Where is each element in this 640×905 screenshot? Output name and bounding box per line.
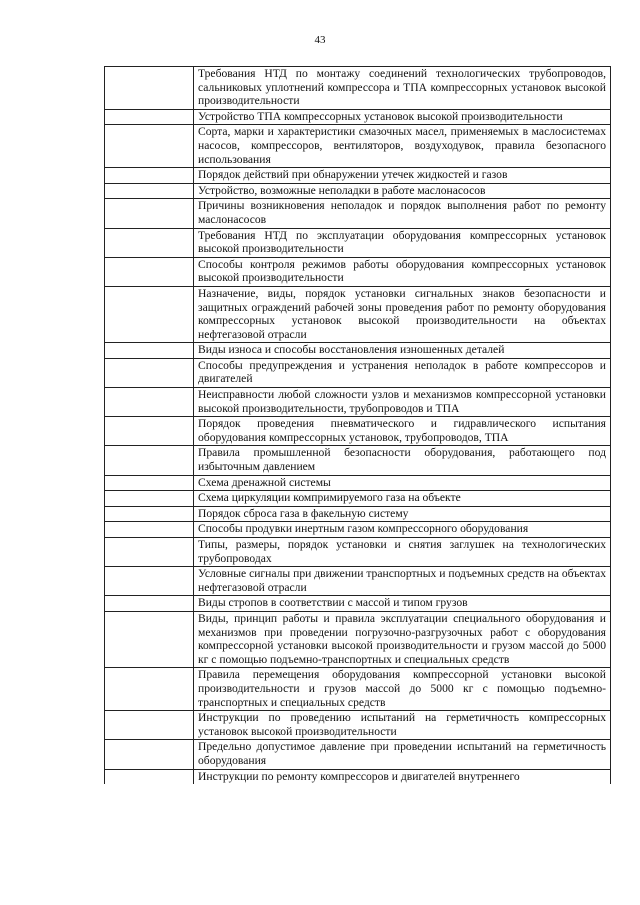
table-row xyxy=(105,109,611,125)
table-cell-text: Устройство ТПА компрессорных установок высокой производительности xyxy=(194,109,611,125)
empty-left-cell xyxy=(105,388,194,417)
table-cell-text: Порядок проведения пневматического и гидравлического испытания оборудования компрессорных установок, трубопроводов, ТПА xyxy=(194,417,611,446)
table-cell-text: Виды, принцип работы и правила эксплуатации специального оборудования и механизмов при проведении погрузочно-разгрузочных работ с оборудования компрессорной установки высокой производительности и грузом массой до 5000 кг с помощью подъемно-транспортных и специальных средств xyxy=(194,611,611,667)
empty-left-cell xyxy=(105,67,194,110)
table-cell-text: Сорта, марки и характеристики смазочных масел, применяемых в маслосистемах насосов, компрессоров, вентиляторов, воздуходувок, правила безопасного использования xyxy=(194,125,611,168)
empty-left-cell xyxy=(105,417,194,446)
table-cell-text: Требования НТД по монтажу соединений технологических трубопроводов, сальниковых уплотнений компрессора и ТПА компрессорных установок высокой производительности xyxy=(194,67,611,110)
table-row xyxy=(105,538,611,567)
table-row xyxy=(105,228,611,257)
table-row xyxy=(105,358,611,387)
table-row xyxy=(105,446,611,475)
table-row xyxy=(105,257,611,286)
table-row xyxy=(105,183,611,199)
table-cell-text: Правила перемещения оборудования компрессорной установки высокой производительности и грузов массой до 5000 кг с помощью подъемно-транспортных и специальных средств xyxy=(194,668,611,711)
table-row xyxy=(105,711,611,740)
empty-left-cell xyxy=(105,740,194,769)
table-cell-text: Виды стропов в соответствии с массой и типом грузов xyxy=(194,596,611,612)
table-row xyxy=(105,475,611,491)
empty-left-cell xyxy=(105,125,194,168)
table-row xyxy=(105,388,611,417)
empty-left-cell xyxy=(105,358,194,387)
empty-left-cell xyxy=(105,538,194,567)
table-row xyxy=(105,67,611,110)
empty-left-cell xyxy=(105,611,194,667)
empty-left-cell xyxy=(105,183,194,199)
table-cell-text: Инструкции по проведению испытаний на герметичность компрессорных установок высокой производительности xyxy=(194,711,611,740)
table-cell-text: Порядок сброса газа в факельную систему xyxy=(194,506,611,522)
table-cell-text: Устройство, возможные неполадки в работе маслонасосов xyxy=(194,183,611,199)
table-row xyxy=(105,611,611,667)
empty-left-cell xyxy=(105,286,194,342)
empty-left-cell xyxy=(105,168,194,184)
empty-left-cell xyxy=(105,711,194,740)
table-cell-text: Назначение, виды, порядок установки сигнальных знаков безопасности и защитных ограждений рабочей зоны проведения работ по ремонту оборудования компрессорных установок высокой производительности на объектах нефтегазовой отрасли xyxy=(194,286,611,342)
table-row xyxy=(105,567,611,596)
empty-left-cell xyxy=(105,343,194,359)
table-row xyxy=(105,740,611,769)
table-row xyxy=(105,125,611,168)
table-cell-text: Схема дренажной системы xyxy=(194,475,611,491)
table-cell-text: Порядок действий при обнаружении утечек жидкостей и газов xyxy=(194,168,611,184)
empty-left-cell xyxy=(105,769,194,784)
empty-left-cell xyxy=(105,109,194,125)
table-cell-text: Требования НТД по эксплуатации оборудования компрессорных установок высокой производительности xyxy=(194,228,611,257)
table-cell-text: Виды износа и способы восстановления изношенных деталей xyxy=(194,343,611,359)
table-cell-text: Схема циркуляции компримируемого газа на объекте xyxy=(194,491,611,507)
table-row xyxy=(105,769,611,784)
table-row xyxy=(105,668,611,711)
empty-left-cell xyxy=(105,567,194,596)
table-row xyxy=(105,491,611,507)
table-cell-text: Способы предупреждения и устранения неполадок в работе компрессоров и двигателей xyxy=(194,358,611,387)
empty-left-cell xyxy=(105,596,194,612)
table-cell-text: Типы, размеры, порядок установки и снятия заглушек на технологических трубопроводах xyxy=(194,538,611,567)
table-row xyxy=(105,596,611,612)
table-cell-text: Способы контроля режимов работы оборудования компрессорных установок высокой производительности xyxy=(194,257,611,286)
table-cell-text: Способы продувки инертным газом компрессорного оборудования xyxy=(194,522,611,538)
table-row xyxy=(105,286,611,342)
empty-left-cell xyxy=(105,228,194,257)
table-cell-text: Правила промышленной безопасности оборудования, работающего под избыточным давлением xyxy=(194,446,611,475)
requirements-table xyxy=(104,66,611,784)
empty-left-cell xyxy=(105,257,194,286)
empty-left-cell xyxy=(105,446,194,475)
table-row xyxy=(105,343,611,359)
table-row xyxy=(105,168,611,184)
table-cell-text: Условные сигналы при движении транспортных и подъемных средств на объектах нефтегазовой отрасли xyxy=(194,567,611,596)
page-number: 43 xyxy=(314,34,326,46)
table-row xyxy=(105,417,611,446)
empty-left-cell xyxy=(105,475,194,491)
empty-left-cell xyxy=(105,522,194,538)
table-cell-text: Неисправности любой сложности узлов и механизмов компрессорной установки высокой производительности, трубопроводов и ТПА xyxy=(194,388,611,417)
table-cell-text: Предельно допустимое давление при проведении испытаний на герметичность оборудования xyxy=(194,740,611,769)
table-cell-text: Инструкции по ремонту компрессоров и двигателей внутреннего xyxy=(194,769,611,784)
table-row xyxy=(105,506,611,522)
table-cell-text: Причины возникновения неполадок и порядок выполнения работ по ремонту маслонасосов xyxy=(194,199,611,228)
empty-left-cell xyxy=(105,506,194,522)
empty-left-cell xyxy=(105,668,194,711)
empty-left-cell xyxy=(105,199,194,228)
empty-left-cell xyxy=(105,491,194,507)
table-row xyxy=(105,199,611,228)
table-row xyxy=(105,522,611,538)
